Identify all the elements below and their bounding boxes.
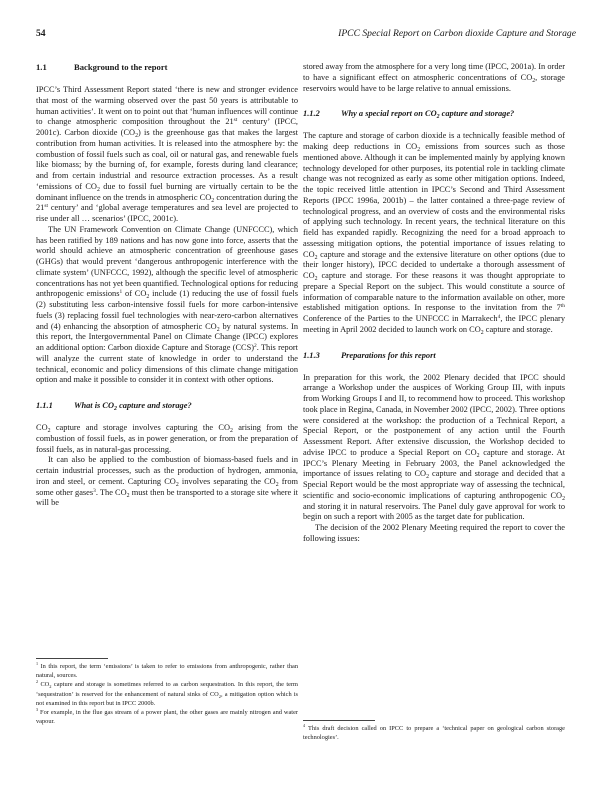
footnote-1: $^1$ In this report, the term ‘emissions’ is taken to refer to emissions from anthropogenic, rather than natural, sources. [36, 661, 298, 680]
page-number: 54 [36, 28, 46, 39]
section-heading-1-1-2: 1.1.2 Why a special report on $CO_2$ capture and storage? [303, 109, 515, 121]
section-number: 1.1 [36, 62, 47, 72]
paragraph: IPCC’s Third Assessment Report stated ‘there is new and stronger evidence that most of the warming observed over the past 50 years is attributable to human activities’. It went on to point out that ‘human influences will continue to change atmospheric composition throughout the 21st century’ (IPCC, 2001c). Carbon dioxide $(CO_2)$ is the greenhouse gas that makes the largest contribution from human activities. It is released into the atmosphere by: the combustion of fossil fuels such as coal, oil or natural gas, and renewable fuels like biomass; by the burning of, for example, forests during land clearance; and from certain industrial and resource extraction processes. As a result ‘emissions of $CO_2$ due to fossil fuel burning are virtually certain to be the dominant influence on the trends in atmospheric $CO_2$ concentration during the 21st century’ and ‘global average temperatures and sea level are projected to rise under all … scenarios’ (IPCC, 2001c). [36, 85, 299, 223]
paragraph: It can also be applied to the combustion of biomass-based fuels and in certain industrial processes, such as the production of hydrogen, ammonia, iron and steel, or cement. Capturing $CO_2$ involves separating the $CO_2$ from some other gases$^3$. The $CO_2$ must then be transported to a storage site where it will be [36, 455, 298, 508]
section-heading-1-1 [36, 62, 298, 73]
footnotes-left [36, 662, 298, 726]
section-number: 1.1.2 [303, 109, 320, 119]
left-column [36, 62, 298, 509]
footnote-2: $^2$ $CO_2$ capture and storage is sometimes referred to as carbon sequestration. In this report, the term ‘sequestration’ is reserved for the enhancement of natural sinks of $CO_2$, a mitigation option which is not examined in this report but in IPCC 2000b. [36, 679, 298, 707]
footnote-3: $^3$ For example, in the flue gas stream of a power plant, the other gases are mainly nitrogen and water vapour. [36, 707, 298, 726]
footnote-ref: 1 [119, 289, 123, 296]
footnote-rule [303, 720, 375, 721]
paragraph: The decision of the 2002 Plenary Meeting required the report to cover the following issues: [303, 523, 565, 543]
section-heading-1-1-1: 1.1.1 What is $CO_2$ capture and storage? [36, 401, 192, 412]
paragraph: $CO_2$ capture and storage involves capturing the $CO_2$ arising from the combustion of fossil fuels, as in power generation, or from the preparation of fossil fuels, as in natural-gas processing. [36, 423, 298, 454]
section-number: 1.1.1 [36, 401, 53, 410]
running-title: IPCC Special Report on Carbon dioxide Capture and Storage [338, 28, 576, 39]
section-title: Background to the report [74, 62, 168, 72]
paragraph: The UN Framework Convention on Climate Change (UNFCCC), which has been ratified by 189 nations and has now gone into force, asserts that the world should achieve an atmospheric concentration of greenhouse gases (GHGs) that would prevent ‘dangerous anthropogenic interference with the climate system’ (UNFCCC, 1992), although the specific level of atmospheric concentrations has not yet been quantified. Technological options for reducing anthropogenic emissions$^1$ of $CO_2$ include (1) reducing the use of fossil fuels (2) substituting less carbon-intensive fossil fuels for more carbon-intensive fuels (3) replacing fossil fuel technologies with near-zero-carbon alternatives and (4) enhancing the absorption of atmospheric $CO_2$ by natural systems. In this report, the Intergovernmental Panel on Climate Change (IPCC) explores an additional option: Carbon dioxide Capture and Storage (CCS)$^2$. This report will analyze the current state of knowledge in order to understand the technical, economic and policy dimensions of this climate change mitigation option and make it possible to consider it in context with other options. [36, 224, 298, 385]
section-heading-1-1-3 [303, 350, 565, 361]
paragraph: In preparation for this work, the 2002 Plenary decided that IPCC should arrange a Workshop under the auspices of Working Group III, with inputs from Working Groups I and II, to recommend how to proceed. This workshop took place in Regina, Canada, in November 2002 (IPCC, 2002). Three options were considered at the workshop: the production of a Technical Report, a Special Report, or the postponement of any action until the Fourth Assessment Report. After extensive discussion, the Workshop decided to advise IPCC to produce a Special Report on $CO_2$ capture and storage. At IPCC’s Plenary Meeting in February 2003, the Panel acknowledged the importance of issues relating to $CO_2$ capture and storage and decided that a Special Report would be the most appropriate way of assessing the technical, scientific and socio-economic implications of capturing anthropogenic $CO_2$ and storing it in natural reservoirs. The Panel duly gave approval for work to begin on such a report with 2005 as the target date for publication. [303, 372, 565, 522]
footnote-ref: 3 [93, 487, 96, 494]
section-number: 1.1.3 [303, 350, 320, 360]
footnote-ref: 2 [254, 343, 257, 349]
right-column [303, 62, 565, 545]
footnote-rule [36, 658, 108, 659]
paragraph: stored away from the atmosphere for a very long time (IPCC, 2001a). In order to have a significant effect on atmospheric concentrations of $CO_2$, storage reservoirs would have to be large relative to annual emissions. [303, 62, 565, 93]
paragraph: The capture and storage of carbon dioxide is a technically feasible method of making deep reductions in $CO_2$ emissions from sources such as those mentioned above. Although it can be implemented mainly by applying known technology developed for other purposes, its potential role in tackling climate change was not recognized as early as some other mitigation options. Indeed, the topic received little attention in IPCC’s Second and Third Assessment Reports (IPCC 1996a, 2001b) – the latter contained a three-page review of technological progress, and an overview of costs and the environmental risks of applying such technology. In recent years, the technical literature on this field has expanded rapidly. Recognizing the need for a broad approach to assessing mitigation options, the potential importance of issues relating to $CO_2$ capture and storage and the extensive literature on other options (due to their longer history), IPCC decided to undertake a thorough assessment of $CO_2$ capture and storage. For these reasons it was thought appropriate to prepare a Special Report on the subject. This would constitute a source of information of comparable nature to the information available on other, more established mitigation options. In response to the invitation from the 7th Conference of the Parties to the UNFCCC in Marrakech$^4$, the IPCC plenary meeting in April 2002 decided to launch work on $CO_2$ capture and storage. [303, 131, 566, 336]
footnote-4: $^4$ This draft decision called on IPCC to prepare a ‘technical paper on geological carbon storage technologies’. [303, 723, 565, 742]
page-header [36, 28, 576, 42]
footnotes-right [303, 724, 565, 742]
section-title: Preparations for this report [341, 350, 436, 360]
footnote-ref: 4 [497, 314, 501, 320]
